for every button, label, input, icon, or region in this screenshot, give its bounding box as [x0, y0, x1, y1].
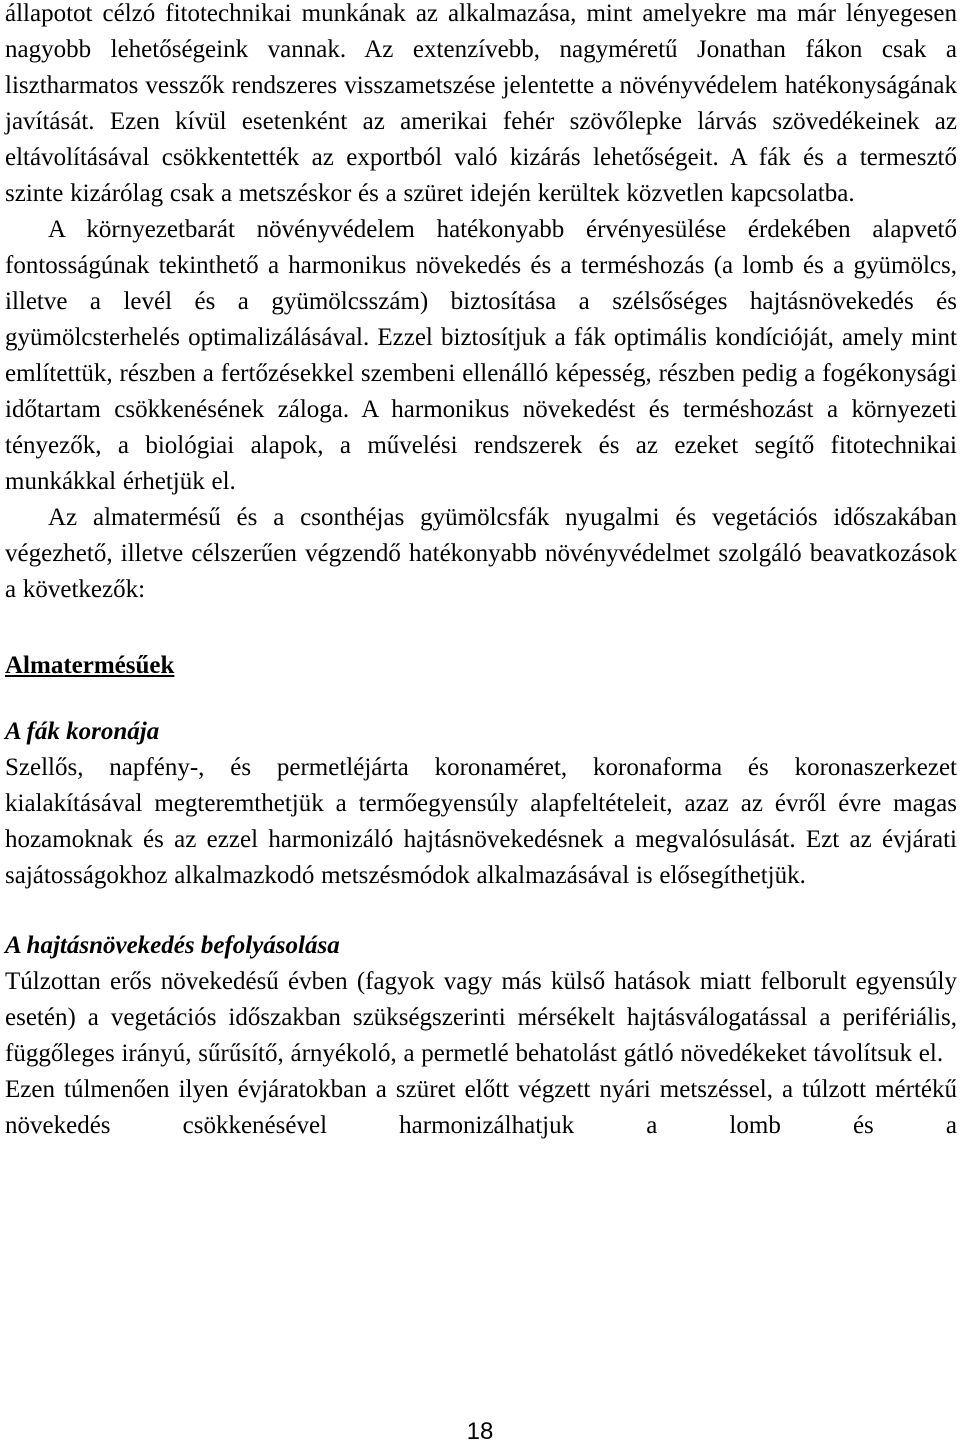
- body-paragraph: állapotot célzó fitotechnikai munkának az alkalmazása, mint amelyekre ma már lényegesen nagyobb lehetőségeink vannak. Az extenzívebb, nagyméretű Jonathan fákon csak a lisztharmatos vesszők rendszeres visszametszése jelentette a növényvédelem hatékonyságának javítását. Ezen kívül esetenként az amerikai fehér szövőlepke lárvás szövedékeinek az eltávolításával csökkentették az exportból való kizárás lehetőségeit. A fák és a termesztő szinte kizárólag csak a metszéskor és a szüret idején kerültek közvetlen kapcsolatba.: [5, 0, 957, 207]
- body-paragraph: Az almatermésű és a csonthéjas gyümölcsfák nyugalmi és vegetációs időszakában végezhető, illetve célszerűen végzendő hatékonyabb növényvédelmet szolgáló beavatkozások a következők:: [5, 504, 957, 603]
- body-paragraph: Szellős, napfény-, és permetléjárta koronaméret, koronaforma és koronaszerkezet kialakításával megteremthetjük a termőegyensúly alapfeltételeit, azaz az évről évre magas hozamoknak és az ezzel harmonizáló hajtásnövekedésnek a megvalósulását. Ezt az évjárati sajátosságokhoz alkalmazkodó metszésmódok alkalmazásával is elősegíthetjük.: [5, 754, 957, 889]
- document-page: [5, 0, 957, 1144]
- section-heading: Almatermésűek: [5, 652, 175, 679]
- subsection-heading: A hajtásnövekedés befolyásolása: [5, 932, 340, 959]
- body-paragraph: A környezetbarát növényvédelem hatékonyabb érvényesülése érdekében alapvető fontosságúnak tekinthető a harmonikus növekedés és a terméshozás (a lomb és a gyümölcs, illetve a levél és a gyümölcsszám) biztosítása a szélsőséges hajtásnövekedés és gyümölcsterhelés optimalizálásával. Ezzel biztosítjuk a fák optimális kondícióját, amely mint említettük, részben a fertőzésekkel szembeni ellenálló képesség, részben pedig a fogékonysági időtartam csökkenésének záloga. A harmonikus növekedést és terméshozást a környezeti tényezők, a biológiai alapok, a művelési rendszerek és az ezeket segítő fitotechnikai munkákkal érhetjük el.: [5, 216, 957, 495]
- page-number: 18: [466, 1418, 494, 1445]
- subsection-heading: A fák koronája: [5, 718, 160, 745]
- body-paragraph-last: Ezen túlmenően ilyen évjáratokban a szüret előtt végzett nyári metszéssel, a túlzott mértékű növekedés csökkenésével harmonizálhatjuk a lomb és a: [5, 1076, 957, 1139]
- body-paragraph: Túlzottan erős növekedésű évben (fagyok vagy más külső hatások miatt felborult egyensúly esetén) a vegetációs időszakban szükségszerinti mérsékelt hajtásválogatással a perifériális, függőleges irányú, sűrűsítő, árnyékoló, a permetlé behatolást gátló növedékeket távolítsuk el.: [5, 968, 957, 1067]
